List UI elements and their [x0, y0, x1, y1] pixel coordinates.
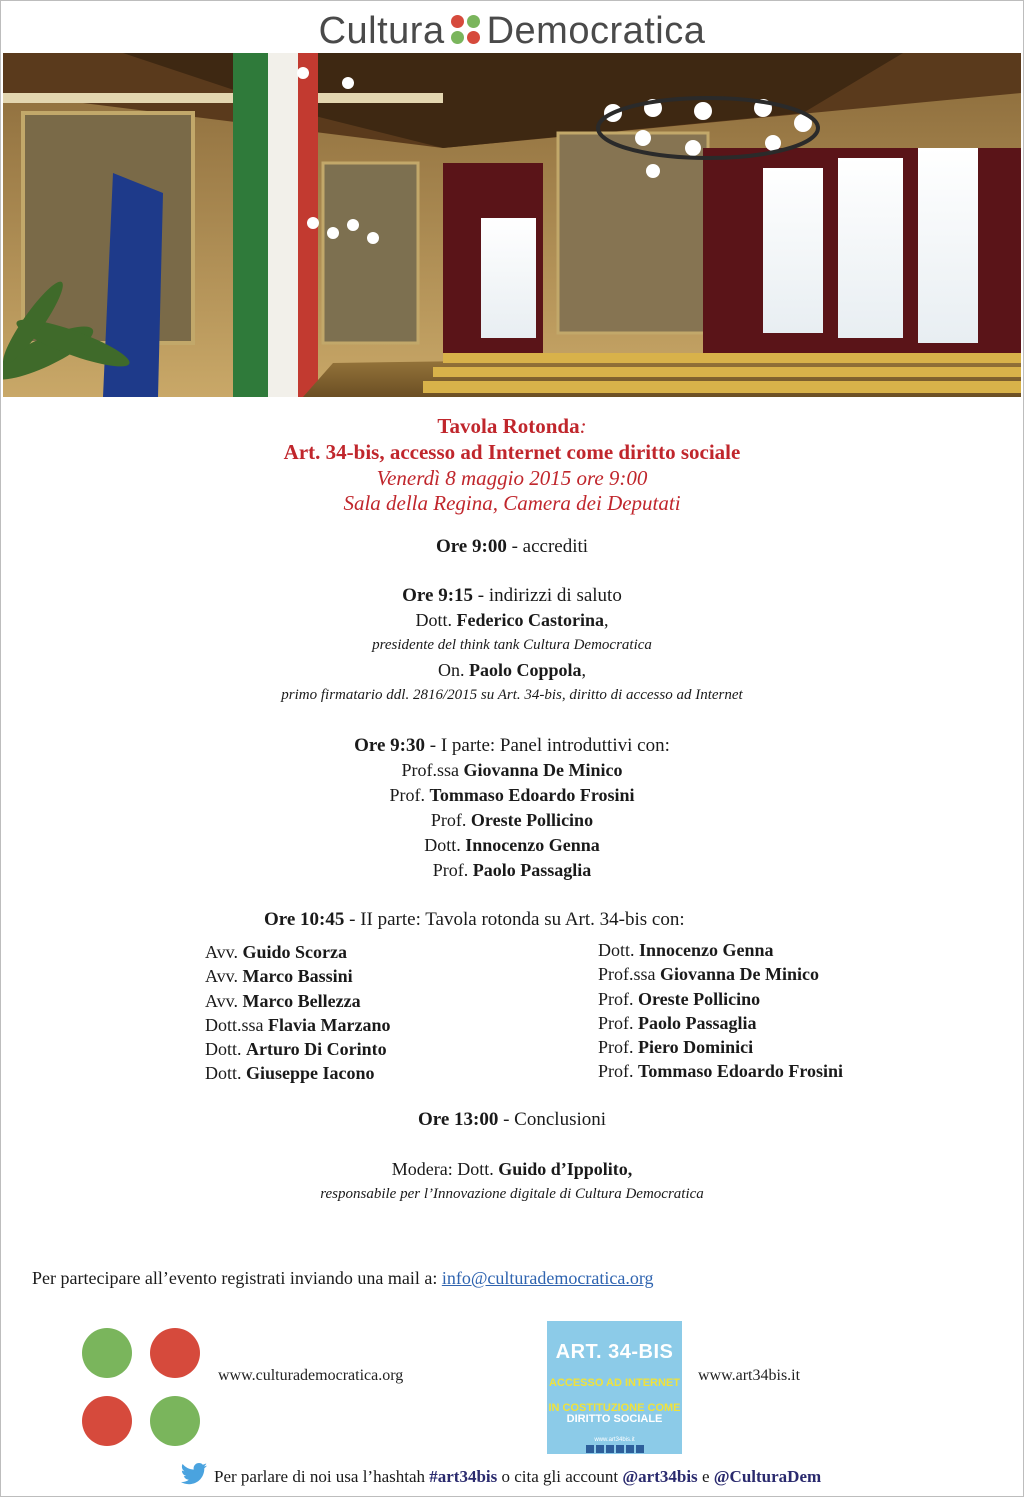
logo-circle-icon: [150, 1328, 200, 1378]
moderator-block: Modera: Dott. Guido d’Ippolito, responsabile per l’Innovazione digitale di Cultura Democratica: [320, 1159, 704, 1202]
speaker-item: Prof. Paolo Passaglia: [432, 860, 592, 880]
logo-circle-icon: [82, 1396, 132, 1446]
logo-word-left: Cultura: [318, 10, 445, 52]
speaker-role: presidente del think tank Cultura Democratica: [372, 637, 652, 653]
speaker-item: Dott. Innocenzo Genna: [598, 940, 774, 960]
social-icons: [547, 1445, 682, 1454]
speaker-item: Prof.ssa Giovanna De Minico: [598, 964, 820, 985]
registration-line: Per partecipare all’evento registrati inviando una mail a: info@culturademocratica.org: [32, 1268, 654, 1288]
hashtag[interactable]: #art34bis: [429, 1467, 498, 1486]
url-art34bis[interactable]: www.art34bis.it: [698, 1367, 801, 1384]
event-date: Venerdì 8 maggio 2015 ore 9:00: [376, 466, 648, 490]
logo-dots-icon: [451, 15, 481, 45]
speaker-item: Prof. Tommaso Edoardo Frosini: [389, 785, 635, 805]
speaker-item: Dott.ssa Flavia Marzano: [205, 1014, 391, 1035]
speaker-item: Avv. Marco Bassini: [205, 966, 353, 987]
speaker-item: Dott. Innocenzo Genna: [424, 835, 600, 855]
event-heading: Tavola Rotonda:: [437, 414, 587, 438]
event-title: Art. 34-bis, accesso ad Internet come diritto sociale: [283, 440, 741, 464]
speaker-role: primo firmatario ddl. 2816/2015 su Art. 34-bis, diritto di accesso ad Internet: [281, 687, 743, 703]
speaker-item: Prof. Piero Dominici: [598, 1037, 754, 1058]
panel-2-left-list: [205, 940, 390, 1086]
speaker-item: Dott. Giuseppe Iacono: [205, 1063, 375, 1084]
speaker-item: Avv. Marco Bellezza: [205, 990, 361, 1011]
program-slot-accrediti: Ore 9:00 - accrediti: [435, 536, 589, 557]
speaker-item: Prof. Paolo Passaglia: [598, 1012, 757, 1033]
speaker-item: Prof. Oreste Pollicino: [430, 810, 594, 830]
panel-2-right-list: [598, 938, 843, 1084]
hero-image-hall: [3, 53, 1021, 397]
program-slot-panel-2: Ore 10:45 - II parte: Tavola rotonda su Art. 34-bis con:: [264, 909, 685, 930]
art34bis-badge: ART. 34-BIS ACCESSO AD INTERNET IN COSTITUZIONE COME DIRITTO SOCIALE www.art34bis.it: [547, 1321, 682, 1454]
header-logo: [0, 10, 1024, 54]
logo-word-right: Democratica: [486, 10, 706, 52]
program-slot-panel-1: Ore 9:30 - I parte: Panel introduttivi con: Prof.ssa Giovanna De Minico Prof. Tommaso Edoardo Frosini Prof. Oreste Pollicino Dott. Innocenzo Genna Prof. Paolo Passaglia: [0, 733, 1024, 883]
speaker-item: Dott. Arturo Di Corinto: [205, 1039, 387, 1060]
program-slot-conclusioni: Ore 13:00 - Conclusioni: [417, 1109, 607, 1130]
logo-circle-icon: [82, 1328, 132, 1378]
account-art34bis[interactable]: @art34bis: [622, 1467, 698, 1486]
url-culturademocratica[interactable]: www.culturademocratica.org: [218, 1367, 404, 1384]
speaker-item: Prof.ssa Giovanna De Minico: [401, 760, 623, 780]
speaker-item: Prof. Oreste Pollicino: [598, 988, 761, 1009]
event-venue: Sala della Regina, Camera dei Deputati: [343, 491, 681, 515]
twitter-bird-icon: [180, 1463, 208, 1485]
speaker-item: Prof. Tommaso Edoardo Frosini: [598, 1061, 844, 1082]
account-culturadem[interactable]: @CulturaDem: [713, 1467, 822, 1486]
social-line: Per parlare di noi usa l’hashtah #art34bis o cita gli account @art34bis e @CulturaDem: [180, 1463, 821, 1487]
speaker-item: Avv. Guido Scorza: [205, 942, 348, 962]
program-slot-saluti: Ore 9:15 - indirizzi di saluto Dott. Federico Castorina, presidente del think tank Cultura Democratica On. Paolo Coppola, primo firmatario ddl. 2816/2015 su Art. 34-bis, diritto di accesso ad Internet: [0, 583, 1024, 708]
logo-circle-icon: [150, 1396, 200, 1446]
registration-email-link[interactable]: info@culturademocratica.org: [441, 1268, 654, 1288]
